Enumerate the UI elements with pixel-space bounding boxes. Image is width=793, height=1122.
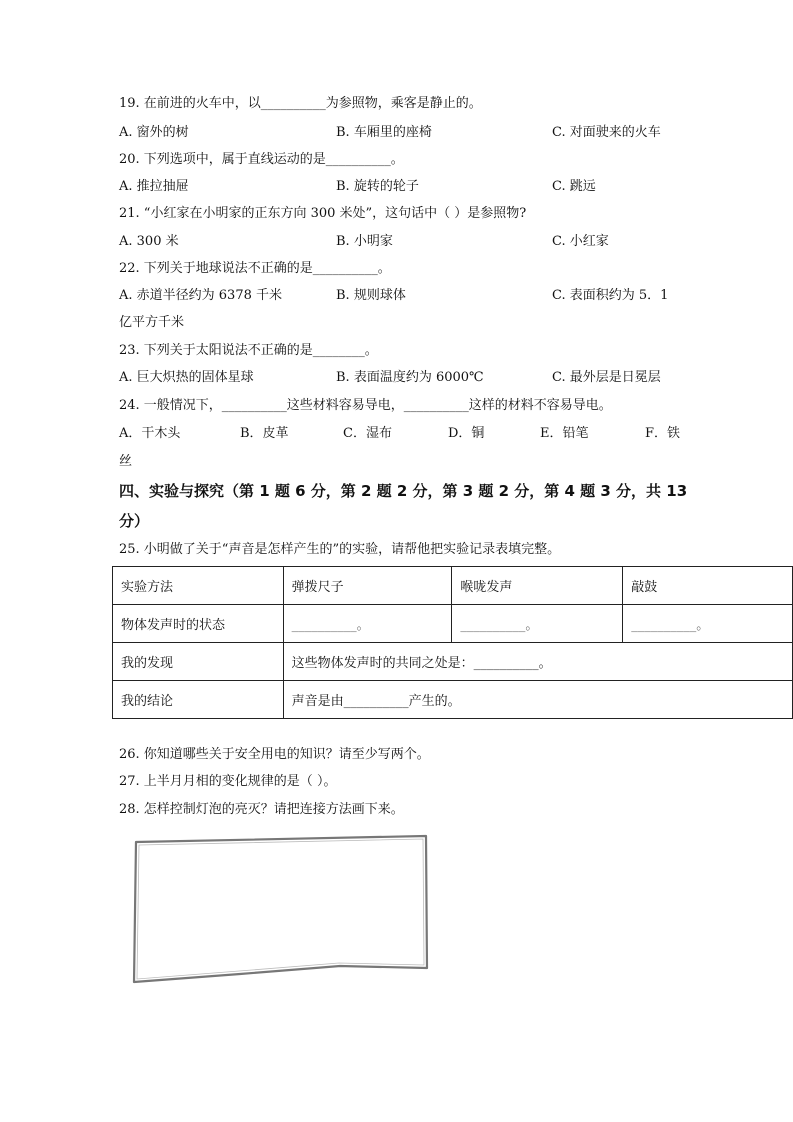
question-27: 27. 上半月月相的变化规律的是（ ）。 [119,774,337,789]
table-cell: 实验方法 [113,567,284,605]
q21-option-c: C. 小红家 [552,234,609,249]
q22-option-b: B. 规则球体 [336,288,406,303]
answer-cell[interactable]: 这些物体发声时的共同之处是：__________。 [283,643,792,681]
question-22: 22. 下列关于地球说法不正确的是__________。 [119,261,391,276]
q23-option-b: B. 表面温度约为 6000℃ [336,370,484,385]
q24-option-b: B．皮革 [240,426,289,441]
answer-cell[interactable]: 声音是由__________产生的。 [283,681,792,719]
q20-option-b: B. 旋转的轮子 [336,179,419,194]
answer-blank[interactable]: __________。 [623,605,793,643]
q22-option-a: A. 赤道半径约为 6378 千米 [119,288,283,303]
question-23: 23. 下列关于太阳说法不正确的是________。 [119,343,378,358]
question-28: 28. 怎样控制灯泡的亮灭？请把连接方法画下来。 [119,802,404,817]
q24-option-e: E．铅笔 [540,426,589,441]
table-cell: 我的发现 [113,643,284,681]
q19-option-b: B. 车厢里的座椅 [336,125,432,140]
table-row [113,605,793,643]
q24-option-a: A．干木头 [119,426,181,441]
answer-blank[interactable]: __________。 [452,605,623,643]
q20-option-a: A. 推拉抽屉 [119,179,189,194]
q19-option-a: A. 窗外的树 [119,125,189,140]
question-26: 26. 你知道哪些关于安全用电的知识？请至少写两个。 [119,747,430,762]
q21-option-b: B. 小明家 [336,234,393,249]
q22-option-c: C. 表面积约为 5．1 [552,288,669,303]
section-heading-cont: 分） [119,512,150,530]
q23-option-a: A. 巨大炽热的固体星球 [119,370,254,385]
q22-option-c-continued: 亿平方千米 [119,315,185,330]
table-cell: 弹拨尺子 [283,567,452,605]
question-24: 24. 一般情况下，__________这些材料容易导电，__________这样的材料不容易导电。 [119,398,612,413]
section-heading: 四、实验与探究（第 1 题 6 分，第 2 题 2 分，第 3 题 2 分，第 4 题 3 分，共 13 [119,482,688,500]
q24-option-f-continued: 丝 [119,454,133,469]
q24-option-c: C．湿布 [343,426,392,441]
table-cell: 物体发声时的状态 [113,605,284,643]
question-21: 21. “小红家在小明家的正东方向 300 米处”，这句话中（ ）是参照物? [119,206,527,221]
drawing-frame[interactable] [130,834,432,986]
table-cell: 喉咙发声 [452,567,623,605]
q21-option-a: A. 300 米 [119,234,179,249]
table-row [113,643,793,681]
table-cell: 敲鼓 [623,567,793,605]
answer-blank[interactable]: __________。 [283,605,452,643]
table-cell: 我的结论 [113,681,284,719]
table-row [113,567,793,605]
q24-option-d: D．铜 [448,426,485,441]
table-row [113,681,793,719]
question-25: 25. 小明做了关于“声音是怎样产生的”的实验，请帮他把实验记录表填完整。 [119,542,561,557]
q23-option-c: C. 最外层是日冕层 [552,370,661,385]
question-19: 19. 在前进的火车中，以__________为参照物，乘客是静止的。 [119,96,482,111]
q20-option-c: C. 跳远 [552,179,596,194]
question-20: 20. 下列选项中，属于直线运动的是__________。 [119,152,404,167]
experiment-table [112,566,793,719]
q19-option-c: C. 对面驶来的火车 [552,125,661,140]
q24-option-f: F．铁 [645,426,681,441]
